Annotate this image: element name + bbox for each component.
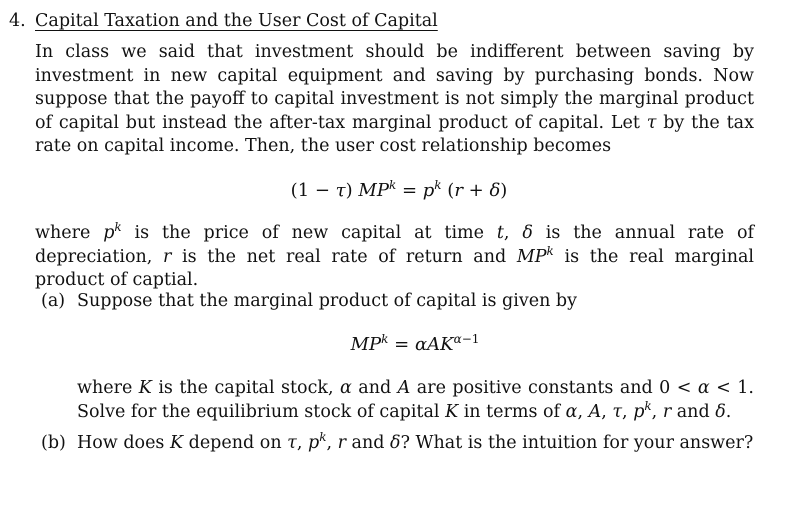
intro-line-2: new capital equipment and saving by purchasing bonds. Now suppose that the payoff: [35, 65, 754, 110]
question-title: Capital Taxation and the User Cost of Capital: [35, 11, 438, 31]
intro-line-4b: by the tax rate on capital income. Then,: [35, 112, 754, 157]
user-cost-equation: (1 − τ) $MP^k = p^k$ (r + δ): [290, 178, 508, 201]
intro-line-5: the user cost relationship becomes: [300, 136, 612, 157]
part-a-continuation: where K is the capital stock, α and A are positive constants and 0 < α < 1. Solve for the equilibrium stock of capital K in terms of α, A, τ, $p^k$, r and δ.: [77, 378, 754, 422]
part-b-label: (b): [41, 433, 66, 453]
marginal-product-equation: $MP^k = \alpha AK^{\alpha-1}$: [350, 332, 480, 355]
intro-line-4a: after-tax marginal product of capital. Let: [269, 112, 640, 133]
where-paragraph: where $p^k$ is the price of new capital at time t, δ is the annual rate of depreciation, r is the net real rate of return and $MP^k$ is the real marginal product of captial.: [35, 220, 754, 291]
intro-line-3: to capital investment is not simply the marginal product of capital but instead the: [35, 89, 754, 133]
intro-paragraph: [35, 41, 754, 159]
tau-symbol: τ: [646, 112, 657, 133]
part-a-label: (a): [41, 291, 66, 311]
question-number: 4.: [9, 11, 26, 31]
part-a-prompt: Suppose that the marginal product of capital is given by: [77, 291, 578, 311]
question-heading: [9, 8, 438, 34]
part-b-text: How does K depend on τ, $p^k$, r and δ? What is the intuition for your answer?: [77, 430, 754, 453]
intro-line-1: In class we said that investment should be indifferent between saving by investment in: [35, 42, 754, 86]
